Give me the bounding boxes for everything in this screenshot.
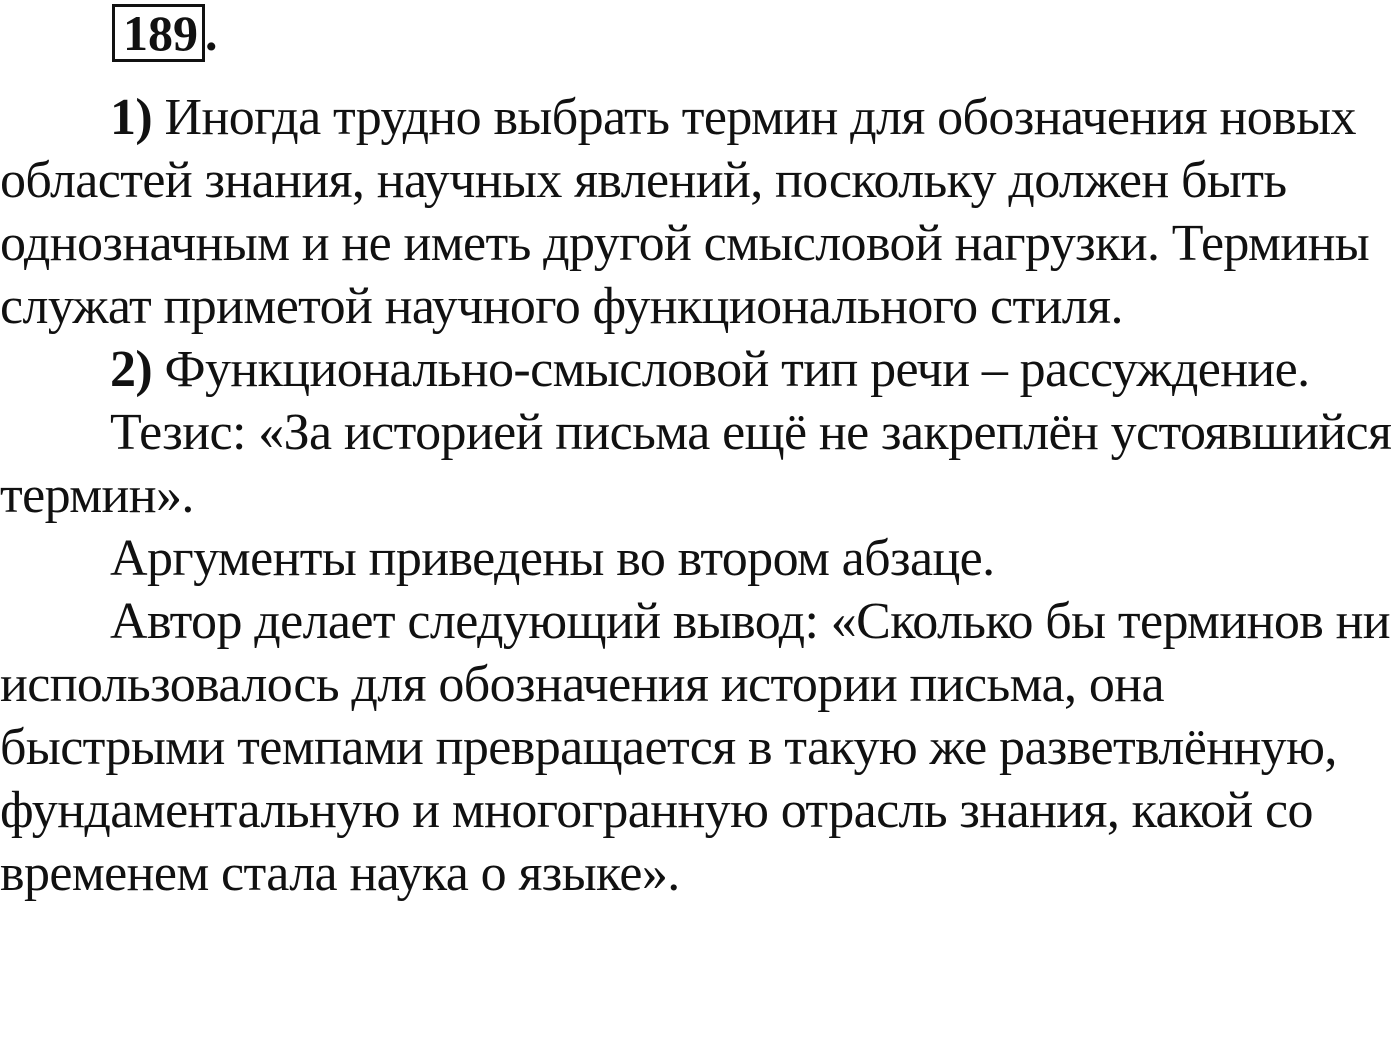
paragraph-2-number: 2) [110, 341, 153, 398]
paragraph-arguments-text: Аргументы приведены во втором абзаце. [110, 530, 995, 587]
paragraph-thesis [0, 401, 1400, 527]
exercise-number-box: 189 [112, 4, 205, 62]
paragraph-1 [0, 86, 1400, 338]
exercise-number [112, 4, 218, 62]
paragraph-conclusion [0, 590, 1400, 905]
paragraph-1-text: Иногда трудно выбрать термин для обозначения новых областей знания, научных явлений, поскольку должен быть однозначным и не иметь другой смысловой нагрузки. Термины служат приметой научного функционального стиля. [0, 89, 1370, 335]
paragraph-conclusion-text: Автор делает следующий вывод: «Сколько бы терминов ни использовалось для обозначения истории письма, она быстрыми темпами превращается в такую же разветвлённую, фундаментальную и многогранную отрасль знания, какой со временем стала наука о языке». [0, 593, 1391, 902]
paragraph-2-text: Функционально-смысловой тип речи – рассуждение. [152, 341, 1310, 398]
paragraph-1-number: 1) [110, 89, 153, 146]
paragraph-arguments [0, 527, 1400, 590]
exercise-number-dot: . [205, 5, 218, 61]
paragraph-thesis-text: Тезис: «За историей письма ещё не закреплён устоявшийся термин». [0, 404, 1392, 524]
answer-text [0, 86, 1400, 905]
paragraph-2 [0, 338, 1400, 401]
